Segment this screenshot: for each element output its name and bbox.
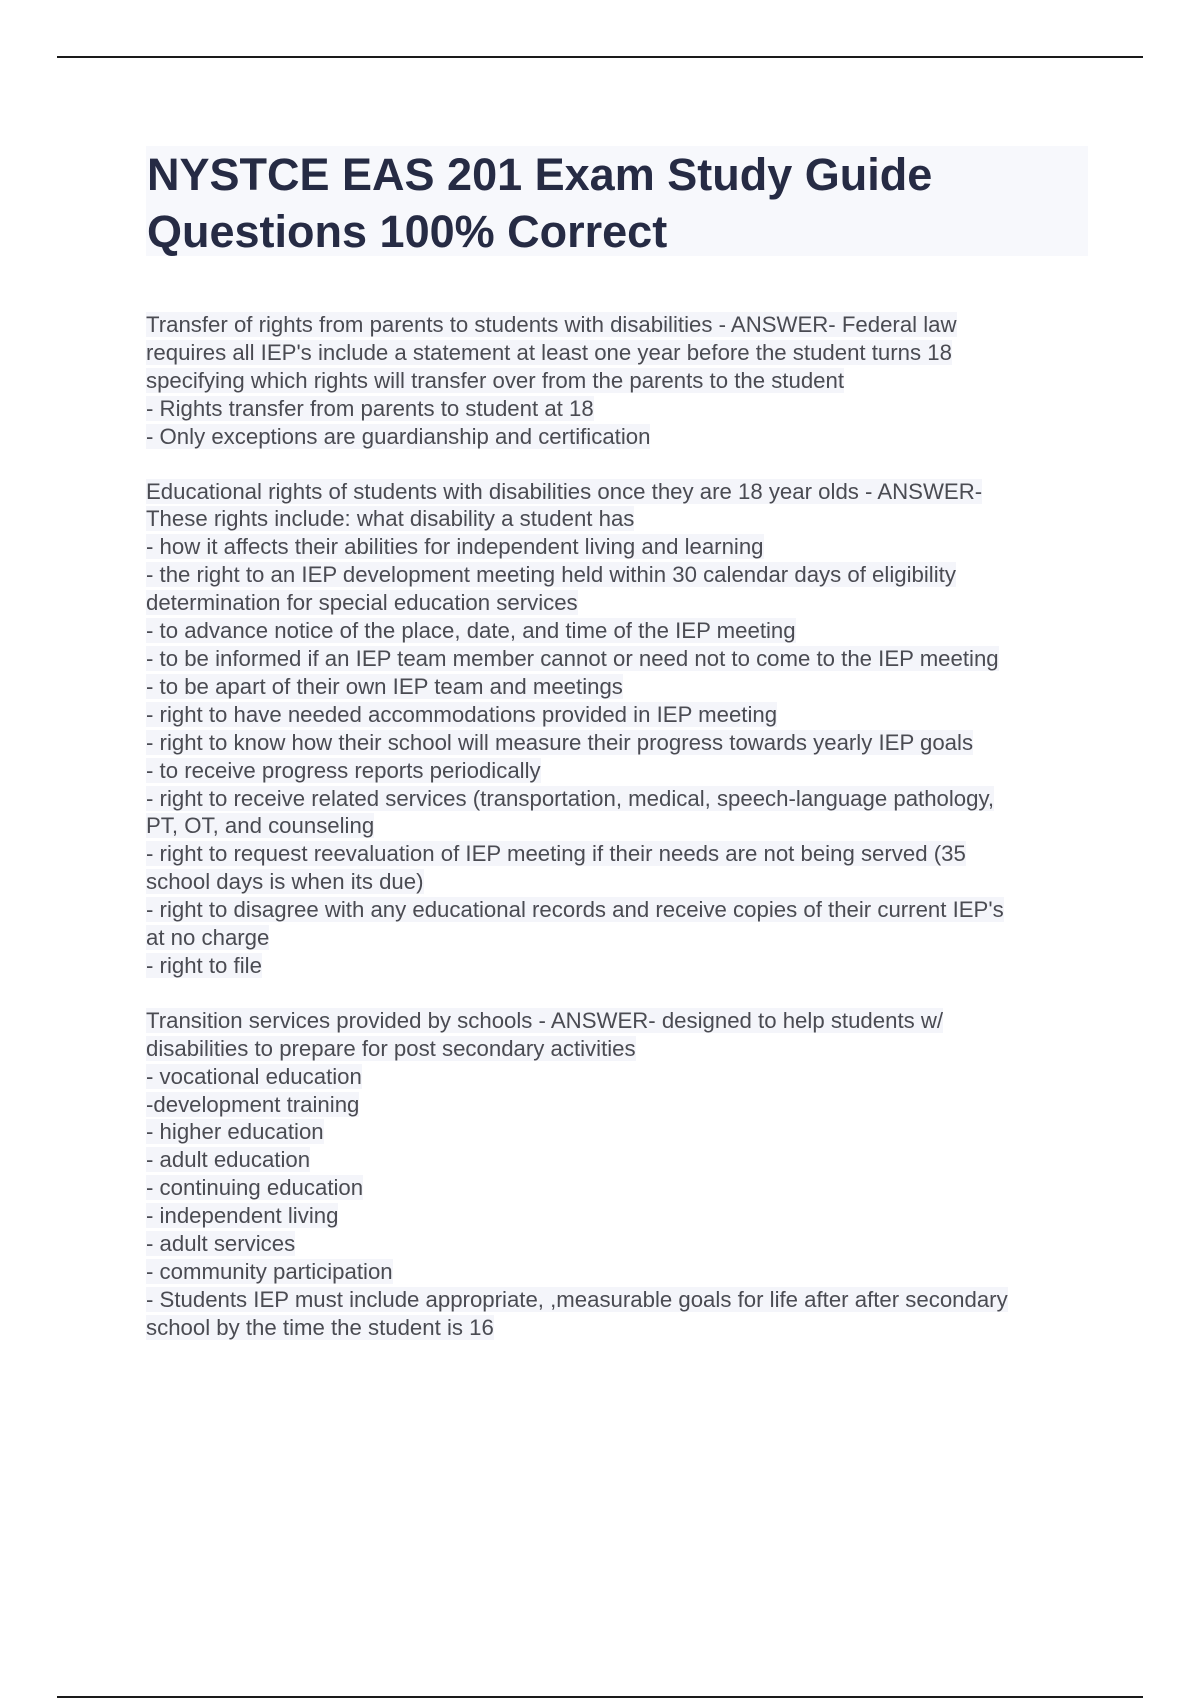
text-line: - the right to an IEP development meeting held within 30 calendar days of eligibility [146,562,956,588]
text-line: - right to request reevaluation of IEP meeting if their needs are not being served (35 [146,841,966,867]
title-block [146,146,1088,256]
text-line: Transition services provided by schools - ANSWER- designed to help students w/ [146,1007,944,1033]
text-line: - vocational education [146,1063,362,1089]
text-line: - to be apart of their own IEP team and meetings [146,673,623,699]
text-line: - higher education [146,1119,324,1145]
document-title [146,146,1088,260]
qa-block-educational-rights [146,478,1096,980]
qa-block-transition-services [146,1007,1096,1342]
text-line: at no charge [146,925,270,951]
text-line: -development training [146,1091,360,1117]
text-line: Educational rights of students with disabilities once they are 18 year olds - ANSWER- [146,478,983,504]
text-line: disabilities to prepare for post secondary activities [146,1035,636,1061]
text-line: specifying which rights will transfer over from the parents to the student [146,367,844,393]
text-line: requires all IEP's include a statement at least one year before the student turns 18 [146,339,952,365]
document-body [146,311,1096,1369]
text-line: school days is when its due) [146,869,424,895]
text-line: determination for special education services [146,590,578,616]
text-line: - how it affects their abilities for independent living and learning [146,534,764,560]
text-line: - community participation [146,1259,393,1284]
text-line: - adult services [146,1231,296,1257]
text-line: - right to have needed accommodations provided in IEP meeting [146,701,778,727]
text-line: - right to receive related services (transportation, medical, speech-language pathology, [146,785,995,811]
text-line: Transfer of rights from parents to students with disabilities - ANSWER- Federal law [146,312,957,337]
text-line: - right to know how their school will measure their progress towards yearly IEP goals [146,729,974,755]
qa-block-transfer-of-rights [146,311,1096,451]
text-line: - to be informed if an IEP team member cannot or need not to come to the IEP meeting [146,645,999,671]
text-line: - independent living [146,1203,339,1229]
title-line: NYSTCE EAS 201 Exam Study Guide [147,149,933,200]
text-line: school by the time the student is 16 [146,1314,494,1340]
text-line: - right to disagree with any educational records and receive copies of their current IEP's [146,897,1004,923]
text-line: - right to file [146,952,262,978]
text-line: - to advance notice of the place, date, and time of the IEP meeting [146,618,796,644]
text-line: These rights include: what disability a student has [146,506,635,532]
text-line: - Only exceptions are guardianship and certification [146,423,651,449]
bottom-divider [57,1696,1143,1698]
top-divider [57,56,1143,58]
text-line: - to receive progress reports periodically [146,757,541,783]
title-line: Questions 100% Correct [147,206,668,257]
text-line: - Rights transfer from parents to student at 18 [146,395,594,421]
text-line: PT, OT, and counseling [146,813,375,839]
text-line: - Students IEP must include appropriate, ,measurable goals for life after after secondary [146,1286,1008,1312]
text-line: - continuing education [146,1175,364,1201]
text-line: - adult education [146,1147,311,1173]
